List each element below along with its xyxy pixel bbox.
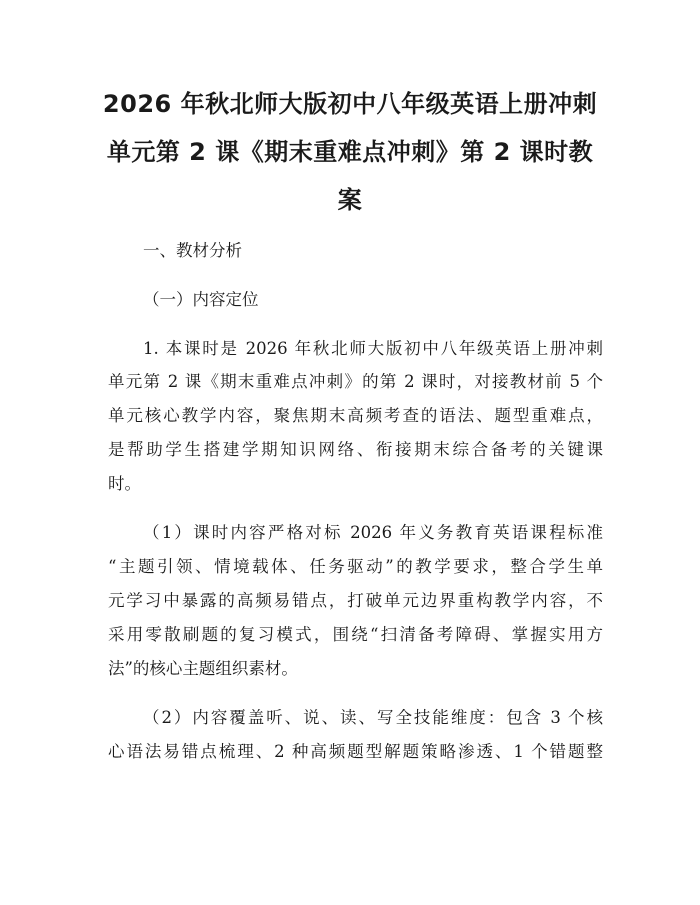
section-heading-textbook-analysis: 一、教材分析 <box>143 241 242 260</box>
title-line: 2026 年秋北师大版初中八年级英语上册冲刺 <box>102 90 598 118</box>
paragraph-line: 单元核心教学内容，聚焦期末高频考查的语法、题型重难点， <box>108 406 603 425</box>
paragraph-line: 时。 <box>108 474 141 493</box>
paragraph-line: 法”的核心主题组织素材。 <box>108 659 298 678</box>
paragraph-line: 采用零散刷题的复习模式，围绕“扫清备考障碍、掌握实用方 <box>108 625 603 644</box>
paragraph-line: 心语法易错点梳理、2 种高频题型解题策略渗透、1 个错题整 <box>108 742 603 761</box>
paragraph-line: 元学习中暴露的高频易错点，打破单元边界重构教学内容，不 <box>108 591 603 610</box>
title-line: 案 <box>337 186 363 214</box>
paragraph-line: 是帮助学生搭建学期知识网络、衔接期末综合备考的关键课 <box>108 440 603 459</box>
paragraph-line: （2）内容覆盖听、说、读、写全技能维度：包含 3 个核 <box>143 708 603 727</box>
paragraph-line: 1. 本课时是 2026 年秋北师大版初中八年级英语上册冲刺 <box>143 339 603 358</box>
paragraph-line: “主题引领、情境载体、任务驱动”的教学要求，整合学生单 <box>108 557 603 576</box>
subsection-heading-content-positioning: （一）内容定位 <box>143 290 259 309</box>
title-line: 单元第 2 课《期末重难点冲刺》第 2 课时教 <box>106 138 594 166</box>
document-title <box>100 80 600 224</box>
paragraph-line: （1）课时内容严格对标 2026 年义务教育英语课程标准 <box>143 523 603 542</box>
paragraph-line: 单元第 2 课《期末重难点冲刺》的第 2 课时，对接教材前 5 个 <box>108 372 603 391</box>
